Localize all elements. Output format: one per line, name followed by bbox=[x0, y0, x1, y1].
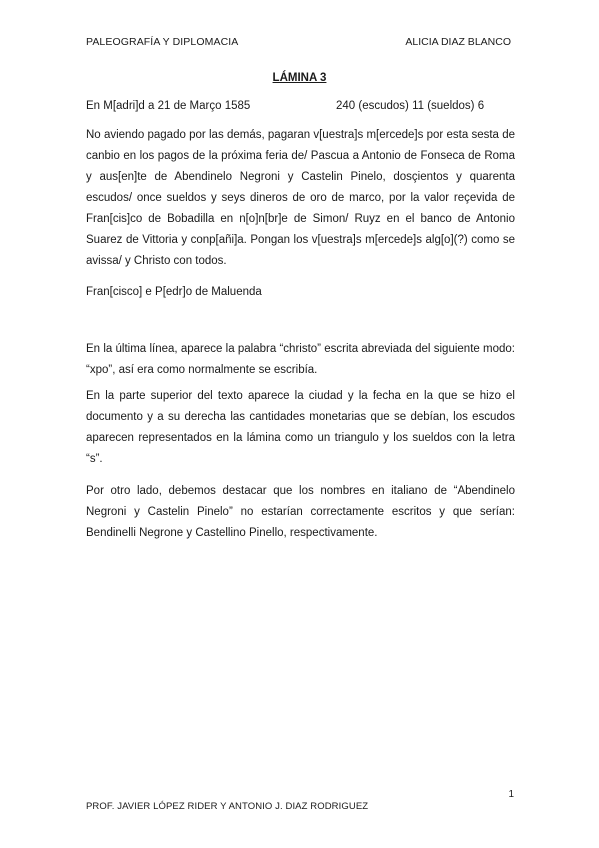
footer-authors: PROF. JAVIER LÓPEZ RIDER Y ANTONIO J. DIAZ RODRIGUEZ bbox=[86, 801, 369, 812]
transcription-amount-line: 240 (escudos) 11 (sueldos) 6 bbox=[336, 100, 485, 112]
page-number: 1 bbox=[508, 789, 514, 800]
transcription-paragraph: No aviendo pagado por las demás, pagaran v[uestra]s m[ercede]s por esta sesta de canbio en los pagos de la próxima feria de/ Pascua a Antonio de Fonseca de Roma y aus[en]te de Abendinelo Negroni y Castelin Pinelo, dosçientos y quarenta escudos/ once sueldos y seys dineros de oro de marco, por la valor reçevida de Fran[cis]co de Bobadilla en n[o]n[br]e de Simon/ Ruyz en el banco de Antonio Suarez de Vittoria y conp[añi]a. Pongan los v[uestra]s m[ercede]s alg[o](?) como se avissa/ y Christo con todos. bbox=[86, 129, 515, 267]
header-course-title: PALEOGRAFÍA Y DIPLOMACIA bbox=[86, 36, 239, 48]
header-author: ALICIA DIAZ BLANCO bbox=[405, 36, 511, 48]
transcription-date-line: En M[adri]d a 21 de Março 1585 bbox=[86, 100, 251, 112]
commentary-paragraph-3: Por otro lado, debemos destacar que los nombres en italiano de “Abendinelo Negroni y Castelin Pinelo” no estarían correctamente escritos y que serían: Bendinelli Negrone y Castellino Pinello, respectivamente. bbox=[86, 485, 515, 539]
commentary-paragraph-1: En la última línea, aparece la palabra “christo” escrita abreviada del siguiente modo: “xpo”, así era como normalmente se escribía. bbox=[86, 343, 515, 376]
transcription-signature: Fran[cisco] e P[edr]o de Maluenda bbox=[86, 286, 262, 298]
commentary-paragraph-2: En la parte superior del texto aparece la ciudad y la fecha en la que se hizo el documento y a su derecha las cantidades monetarias que se debían, los escudos aparecen representados en la lámina como un triangulo y los sueldos con la letra “s”. bbox=[86, 390, 515, 465]
page-title: LÁMINA 3 bbox=[272, 72, 327, 84]
